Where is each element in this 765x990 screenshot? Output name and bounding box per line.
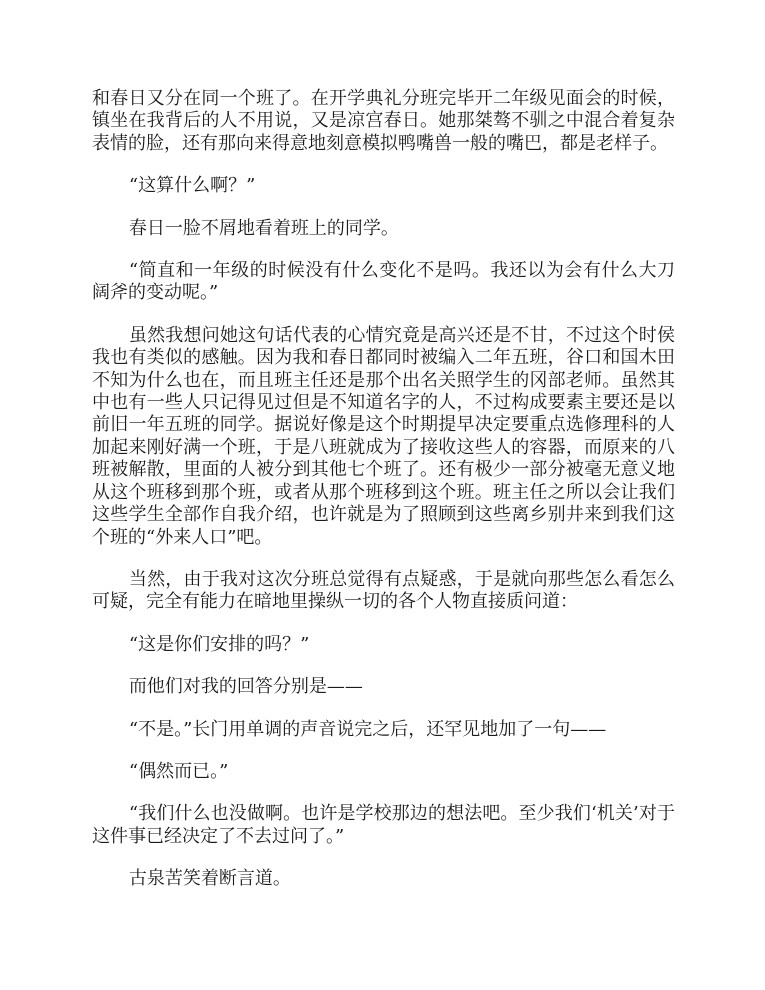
paragraph-4: “简直和一年级的时候没有什么变化不是吗。我还以为会有什么大刀阔斧的变动呢。”	[92, 260, 675, 304]
paragraph-10: “偶然而已。”	[128, 760, 229, 782]
paragraph-2: “这算什么啊？”	[128, 175, 256, 197]
paragraph-5: 虽然我想问她这句话代表的心情究竟是高兴还是不甘，不过这个时侯我也有类似的感触。因为我和春日都同时被编入二年五班，谷口和国木田不知为什么也在，而且班主任还是那个出名关照学生的冈部老师。虽然其中也有一些人只记得见过但是不知道名字的人，不过构成要素主要还是以前旧一年五班的同学。据说好像是这个时期提早决定要重点选修理科的人加起来刚好满一个班，于是八班就成为了接收这些人的容器，而原来的八班被解散，里面的人被分到其他七个班了。还有极少一部分被毫无意义地从这个班移到那个班，或者从那个班移到这个班。班主任之所以会让我们这些学生全部作自我介绍，也许就是为了照顾到这些离乡别井来到我们这个班的“外来人口”吧。	[92, 324, 675, 548]
paragraph-1: 和春日又分在同一个班了。在开学典礼分班完毕开二年级见面会的时候，镇坐在我背后的人不用说，又是凉宫春日。她那桀骜不驯之中混合着复杂表情的脸，还有那向来得意地刻意模拟鸭嘴兽一般的嘴巴，都是老样子。	[92, 88, 675, 154]
paragraph-9: “不是。”长门用单调的声音说完之后，还罕见地加了一句——	[128, 718, 607, 740]
paragraph-3: 春日一脸不屑地看着班上的同学。	[128, 217, 399, 239]
paragraph-11: “我们什么也没做啊。也许是学校那边的想法吧。至少我们‘机关’对于这件事已经决定了不去过问了。”	[92, 803, 675, 847]
paragraph-7: “这是你们安排的吗？”	[128, 633, 310, 655]
paragraph-6: 当然，由于我对这次分班总觉得有点疑惑，于是就向那些怎么看怎么可疑，完全有能力在暗地里操纵一切的各个人物直接质问道：	[92, 568, 675, 613]
paragraph-8: 而他们对我的回答分别是——	[128, 676, 363, 698]
paragraph-12: 古泉苦笑着断言道。	[128, 868, 291, 890]
text-column	[92, 88, 675, 911]
